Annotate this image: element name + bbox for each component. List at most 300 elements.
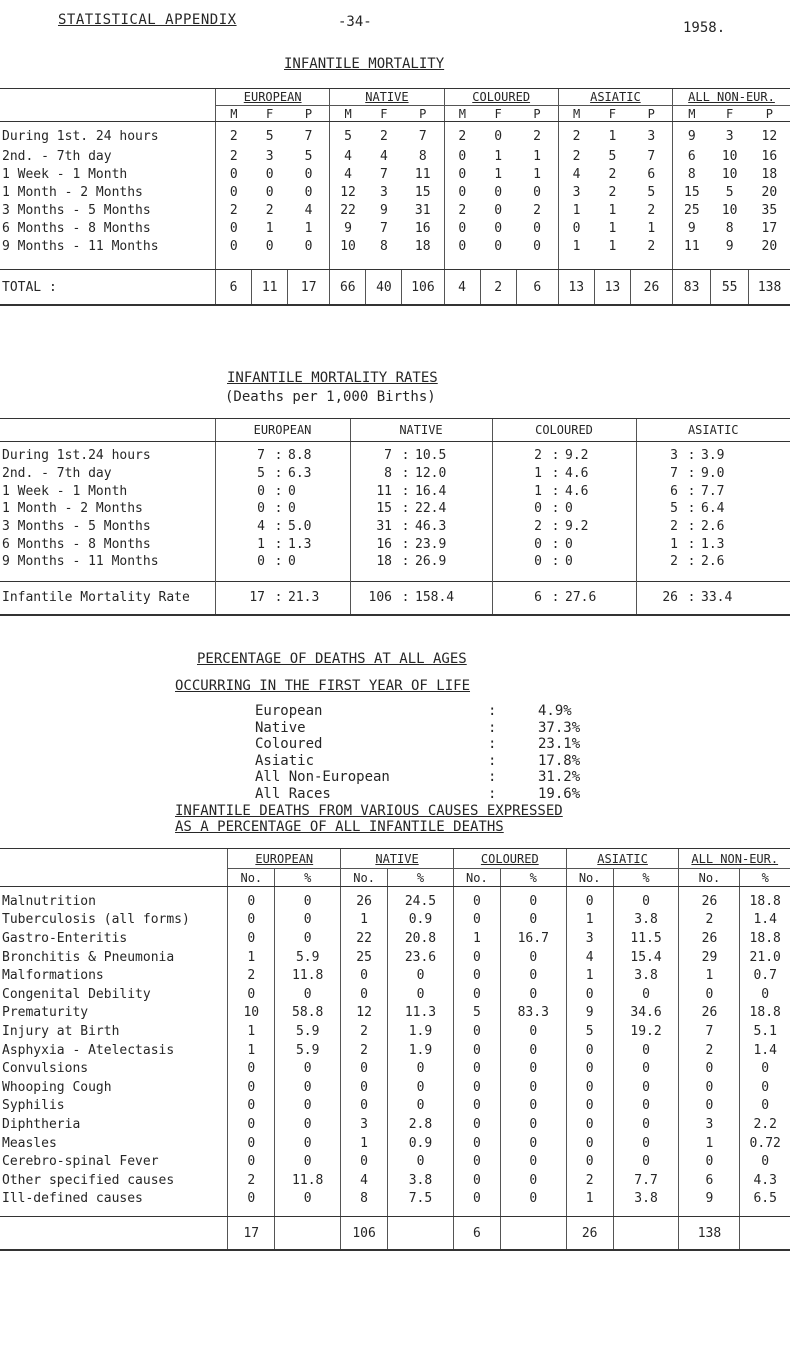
count-cell: 2 <box>558 122 594 148</box>
count-cell: 15 <box>673 183 711 201</box>
rates-age-row <box>0 442 790 465</box>
rates-group-header-row <box>0 419 790 442</box>
count-cell: 0 <box>444 219 480 237</box>
separator: : <box>274 448 283 464</box>
count-cell: 4 <box>379 148 388 164</box>
cause-percent-cell: 1.4 <box>740 1041 790 1060</box>
count-cell: 0 <box>494 238 503 254</box>
count-cell: 4 <box>304 202 313 218</box>
rate-cell: 3.9 <box>701 448 725 464</box>
causes-sub-header: No. <box>453 869 500 887</box>
cause-count-cell: 3 <box>566 929 613 948</box>
cause-count-cell: 0 <box>453 948 500 967</box>
death-count-cell: 6 <box>492 581 546 615</box>
count-cell: 0 <box>444 165 480 183</box>
page-number: -34- <box>338 14 372 30</box>
separator: : <box>488 736 497 752</box>
cause-percent-cell: 1.9 <box>388 1041 454 1060</box>
percentage-item <box>255 736 580 753</box>
rate-cell: 8.8 <box>288 448 312 464</box>
cause-count-cell: 0 <box>228 1115 275 1134</box>
group-name: EUROPEAN <box>255 851 314 866</box>
count-cell: 4 <box>330 165 366 183</box>
cause-percent-cell: 0 <box>275 911 341 930</box>
count-cell: 1 <box>608 202 617 218</box>
causes-total-cell: 106 <box>341 1217 388 1251</box>
group-name: ALL NON-EUR. <box>688 90 775 104</box>
cause-count-cell: 0 <box>228 985 275 1004</box>
separator: : <box>274 519 283 535</box>
cause-count-cell: 26 <box>679 929 740 948</box>
count-cell: 20 <box>761 184 778 200</box>
death-count-cell: 0 <box>492 553 546 571</box>
sex-header: F <box>711 106 749 122</box>
death-count-cell: 8 <box>350 465 396 483</box>
cause-count-cell: 0 <box>341 985 388 1004</box>
cause-percent-cell: 0 <box>388 1152 454 1171</box>
cause-percent-cell: 5.9 <box>275 948 341 967</box>
death-count-cell: 5 <box>215 465 269 483</box>
causes-sub-header: % <box>500 869 566 887</box>
cause-percent-cell: 5.9 <box>275 1022 341 1041</box>
cause-percent-cell: 0 <box>275 1115 341 1134</box>
cause-percent-cell: 0 <box>500 985 566 1004</box>
count-cell: 10 <box>721 202 738 218</box>
count-cell: 1 <box>494 148 503 164</box>
separator: : <box>551 483 560 499</box>
spacer-cell <box>682 571 701 582</box>
cause-percent-cell: 23.6 <box>388 948 454 967</box>
cause-label: Congenital Debility <box>2 986 151 1002</box>
death-count-cell: 0 <box>215 500 269 518</box>
cause-count-cell: 2 <box>679 911 740 930</box>
causes-sub-header: % <box>613 869 679 887</box>
cause-percent-cell: 0 <box>740 985 790 1004</box>
empty-cell <box>613 1217 679 1251</box>
total-cell: 83 <box>673 270 711 306</box>
percentage-item <box>255 720 580 737</box>
count-cell: 5 <box>304 148 313 164</box>
death-count-cell: 0 <box>492 535 546 553</box>
percentage-value: 4.9% <box>538 703 572 719</box>
count-cell: 4 <box>558 165 594 183</box>
count-cell: 2 <box>558 147 594 165</box>
race-label: All Races <box>255 785 331 802</box>
cause-count-cell: 0 <box>228 1097 275 1116</box>
cause-count-cell: 0 <box>228 1059 275 1078</box>
rates-age-label: 1 Week - 1 Month <box>2 483 128 499</box>
cause-count-cell: 9 <box>566 1004 613 1023</box>
sex-header: F <box>594 106 630 122</box>
percentage-deaths-list <box>255 703 580 802</box>
total-row <box>0 270 790 306</box>
rate-cell: 6.3 <box>288 466 312 482</box>
causes-sub-header: % <box>740 869 790 887</box>
count-cell: 6 <box>647 166 656 182</box>
sex-header: P <box>402 106 444 122</box>
count-cell: 8 <box>673 165 711 183</box>
count-cell: 0 <box>533 184 541 200</box>
race-label: All Non-European <box>255 769 390 785</box>
rates-total-label: Infantile Mortality Rate <box>0 581 215 615</box>
total-cell: 6 <box>216 270 252 306</box>
percentage-value: 23.1% <box>538 736 581 752</box>
separator: : <box>269 581 288 615</box>
separator: : <box>687 519 696 535</box>
separator: : <box>274 466 283 482</box>
rate-cell: 9.2 <box>565 448 589 464</box>
cause-count-cell: 10 <box>228 1004 275 1023</box>
cause-count-cell: 0 <box>228 929 275 948</box>
separator: : <box>401 536 410 552</box>
spacer-cell <box>288 571 350 582</box>
cause-percent-cell: 0 <box>500 1041 566 1060</box>
count-cell: 2 <box>533 202 541 218</box>
death-count-cell: 5 <box>636 500 682 518</box>
death-count-cell: 6 <box>636 482 682 500</box>
rate-cell: 10.5 <box>415 448 447 464</box>
cause-count-cell: 2 <box>341 1022 388 1041</box>
rate-cell: 2.6 <box>701 519 725 535</box>
count-cell: 8 <box>418 148 427 164</box>
rate-cell: 4.6 <box>565 483 589 499</box>
causes-group-header <box>566 849 679 869</box>
cause-percent-cell: 0 <box>740 1078 790 1097</box>
cause-count-cell: 0 <box>341 1097 388 1116</box>
cause-percent-cell: 0 <box>275 929 341 948</box>
total-cell: 13 <box>594 270 630 306</box>
cause-percent-cell: 0 <box>613 1134 679 1153</box>
total-cell: 26 <box>630 270 672 306</box>
group-header <box>330 89 444 106</box>
count-cell: 5 <box>608 148 617 164</box>
cause-count-cell: 26 <box>679 887 740 911</box>
spacer-cell <box>740 1208 790 1217</box>
cause-percent-cell: 0 <box>740 1097 790 1116</box>
count-cell: 1 <box>608 220 617 236</box>
causes-group-header <box>341 849 454 869</box>
count-cell: 4 <box>330 147 366 165</box>
death-count-cell: 26 <box>636 581 682 615</box>
cause-percent-cell: 0 <box>388 1097 454 1116</box>
rate-cell: 33.4 <box>701 581 790 615</box>
cause-count-cell: 0 <box>453 1171 500 1190</box>
cause-percent-cell: 0 <box>275 1190 341 1209</box>
cause-percent-cell: 0 <box>500 1171 566 1190</box>
causes-total-label <box>0 1217 228 1251</box>
causes-sub-header: No. <box>228 869 275 887</box>
cause-label: Tuberculosis (all forms) <box>2 912 190 928</box>
cause-count-cell: 6 <box>679 1171 740 1190</box>
rates-group-header: EUROPEAN <box>215 419 350 442</box>
causes-total-row <box>0 1217 790 1251</box>
cause-count-cell: 0 <box>679 985 740 1004</box>
cause-count-cell: 2 <box>566 1171 613 1190</box>
total-cell: 138 <box>749 270 790 306</box>
cause-percent-cell: 3.8 <box>613 1190 679 1209</box>
death-count-cell: 1 <box>215 535 269 553</box>
death-count-cell: 1 <box>636 535 682 553</box>
count-cell: 1 <box>558 201 594 219</box>
corner-cell <box>0 849 228 869</box>
count-cell: 1 <box>608 238 617 254</box>
separator: : <box>274 483 283 499</box>
sex-header: M <box>216 106 252 122</box>
percentage-item <box>255 769 580 786</box>
count-cell: 0 <box>533 220 541 236</box>
count-cell: 0 <box>444 237 480 255</box>
cause-count-cell: 0 <box>453 887 500 911</box>
count-cell: 1 <box>608 129 617 144</box>
corner-cell <box>0 89 216 106</box>
cause-percent-cell: 3.8 <box>613 966 679 985</box>
causes-group-header <box>453 849 566 869</box>
count-cell: 12 <box>330 183 366 201</box>
age-row <box>0 165 790 183</box>
count-cell: 9 <box>725 238 734 254</box>
separator: : <box>687 536 696 552</box>
count-cell: 1 <box>304 220 313 236</box>
sex-header: M <box>558 106 594 122</box>
death-count-cell: 2 <box>492 442 546 465</box>
causes-sub-header: % <box>388 869 454 887</box>
spacer-cell <box>216 255 252 270</box>
cause-percent-cell: 0 <box>275 1152 341 1171</box>
death-count-cell: 11 <box>350 482 396 500</box>
count-cell: 2 <box>265 202 274 218</box>
count-cell: 2 <box>533 129 541 144</box>
sex-header: M <box>330 106 366 122</box>
cause-percent-cell: 7.7 <box>613 1171 679 1190</box>
count-cell: 3 <box>647 129 656 144</box>
causes-sub-header: No. <box>566 869 613 887</box>
total-cell: 17 <box>288 270 330 306</box>
cause-count-cell: 1 <box>679 966 740 985</box>
cause-percent-cell: 0 <box>613 1041 679 1060</box>
count-cell: 1 <box>533 148 541 164</box>
separator: : <box>687 501 696 517</box>
cause-percent-cell: 0.9 <box>388 1134 454 1153</box>
separator: : <box>687 448 696 464</box>
cause-count-cell: 0 <box>679 1097 740 1116</box>
cause-percent-cell: 15.4 <box>613 948 679 967</box>
count-cell: 0 <box>494 202 503 218</box>
cause-count-cell: 7 <box>679 1022 740 1041</box>
group-name: ASIATIC <box>590 90 641 104</box>
cause-count-cell: 1 <box>341 1134 388 1153</box>
age-label: 9 Months - 11 Months <box>2 238 159 254</box>
cause-label: Measles <box>2 1135 57 1151</box>
percentage-value: 19.6% <box>538 785 581 802</box>
cause-count-cell: 0 <box>566 1059 613 1078</box>
cause-percent-cell: 0 <box>613 1115 679 1134</box>
cause-percent-cell: 11.8 <box>275 966 341 985</box>
cause-percent-cell: 18.8 <box>740 1004 790 1023</box>
cause-row <box>0 911 790 930</box>
causes-total-cell: 17 <box>228 1217 275 1251</box>
cause-percent-cell: 0 <box>500 966 566 985</box>
appendix-title: STATISTICAL APPENDIX <box>58 12 237 28</box>
count-cell: 5 <box>647 184 656 200</box>
age-label: 3 Months - 5 Months <box>2 202 151 218</box>
cause-percent-cell: 0 <box>613 1059 679 1078</box>
count-cell: 0 <box>533 238 541 254</box>
cause-percent-cell: 21.0 <box>740 948 790 967</box>
mortality-rates-table <box>0 418 790 616</box>
count-cell: 1 <box>558 237 594 255</box>
cause-count-cell: 0 <box>566 1078 613 1097</box>
group-name: EUROPEAN <box>243 90 302 104</box>
rates-age-label: 2nd. - 7th day <box>2 466 112 482</box>
sex-header: P <box>288 106 330 122</box>
rate-cell: 22.4 <box>415 501 447 517</box>
empty-cell <box>388 1217 454 1251</box>
rate-cell: 1.3 <box>288 536 312 552</box>
death-count-cell: 2 <box>636 553 682 571</box>
count-cell: 2 <box>216 201 252 219</box>
cause-label: Malnutrition <box>2 893 96 909</box>
cause-label: Diphtheria <box>2 1116 81 1132</box>
group-name: ALL NON-EUR. <box>691 851 779 866</box>
percentage-item <box>255 703 580 720</box>
spacer-cell <box>453 1208 500 1217</box>
cause-percent-cell: 4.3 <box>740 1171 790 1190</box>
count-cell: 0 <box>265 166 274 182</box>
percentage-value: 31.2% <box>538 769 581 785</box>
cause-count-cell: 0 <box>453 1041 500 1060</box>
rates-group-header: ASIATIC <box>636 419 790 442</box>
age-label: 1 Week - 1 Month <box>2 166 128 182</box>
spacer-cell <box>0 255 216 270</box>
total-cell: 40 <box>366 270 402 306</box>
cause-percent-cell: 11.8 <box>275 1171 341 1190</box>
causes-total-cell: 138 <box>679 1217 740 1251</box>
cause-count-cell: 0 <box>453 911 500 930</box>
rates-age-label: 3 Months - 5 Months <box>2 519 151 535</box>
count-cell: 22 <box>330 201 366 219</box>
count-cell: 0 <box>265 184 274 200</box>
rates-age-row <box>0 465 790 483</box>
corner-cell <box>0 419 215 442</box>
group-name: ASIATIC <box>597 851 648 866</box>
rate-cell: 0 <box>288 501 296 517</box>
spacer-cell <box>288 255 330 270</box>
cause-percent-cell: 0 <box>500 1190 566 1209</box>
cause-count-cell: 1 <box>341 911 388 930</box>
cause-count-cell: 0 <box>341 1059 388 1078</box>
cause-percent-cell: 0 <box>500 1097 566 1116</box>
cause-count-cell: 2 <box>228 1171 275 1190</box>
percentage-deaths-title-1: PERCENTAGE OF DEATHS AT ALL AGES <box>197 651 467 667</box>
cause-percent-cell: 0 <box>740 1152 790 1171</box>
cause-percent-cell: 0 <box>500 1022 566 1041</box>
percentage-deaths-title-2: OCCURRING IN THE FIRST YEAR OF LIFE <box>175 678 471 694</box>
cause-count-cell: 3 <box>679 1115 740 1134</box>
group-name: COLOURED <box>472 90 531 104</box>
cause-percent-cell: 0 <box>388 966 454 985</box>
total-cell: 11 <box>252 270 288 306</box>
causes-total-cell: 26 <box>566 1217 613 1251</box>
rate-cell: 4.6 <box>565 466 589 482</box>
age-row <box>0 201 790 219</box>
cause-percent-cell: 24.5 <box>388 887 454 911</box>
death-count-cell: 7 <box>215 442 269 465</box>
cause-percent-cell: 1.4 <box>740 911 790 930</box>
cause-count-cell: 5 <box>566 1022 613 1041</box>
cause-count-cell: 0 <box>566 1115 613 1134</box>
count-cell: 0 <box>304 166 313 182</box>
count-cell: 17 <box>761 220 778 236</box>
cause-count-cell: 1 <box>228 1041 275 1060</box>
count-cell: 2 <box>647 238 656 254</box>
separator: : <box>274 536 283 552</box>
spacer-cell <box>679 1208 740 1217</box>
cause-count-cell: 2 <box>341 1041 388 1060</box>
sex-header: F <box>252 106 288 122</box>
percentage-item <box>255 753 580 770</box>
causes-group-header <box>679 849 790 869</box>
cause-count-cell: 1 <box>566 966 613 985</box>
cause-count-cell: 3 <box>341 1115 388 1134</box>
cause-count-cell: 0 <box>453 1022 500 1041</box>
age-label: 6 Months - 8 Months <box>2 220 151 236</box>
spacer-cell <box>341 1208 388 1217</box>
cause-percent-cell: 0 <box>500 887 566 911</box>
cause-count-cell: 0 <box>566 1041 613 1060</box>
cause-row <box>0 985 790 1004</box>
separator: : <box>401 519 410 535</box>
cause-percent-cell: 5.1 <box>740 1022 790 1041</box>
count-cell: 2 <box>216 147 252 165</box>
death-count-cell: 16 <box>350 535 396 553</box>
cause-percent-cell: 0 <box>388 1059 454 1078</box>
race-label: Coloured <box>255 736 323 752</box>
separator: : <box>488 703 497 719</box>
cause-row <box>0 948 790 967</box>
cause-label: Whooping Cough <box>2 1079 112 1095</box>
spacer-cell <box>673 255 711 270</box>
rate-cell: 6.4 <box>701 501 725 517</box>
cause-count-cell: 0 <box>228 887 275 911</box>
spacer-cell <box>500 1208 566 1217</box>
cause-percent-cell: 0 <box>275 985 341 1004</box>
causes-sub-header: No. <box>679 869 740 887</box>
causes-title-2: AS A PERCENTAGE OF ALL INFANTILE DEATHS <box>175 819 504 835</box>
cause-percent-cell: 0 <box>740 1059 790 1078</box>
rates-group-header: COLOURED <box>492 419 636 442</box>
causes-sub-header: % <box>275 869 341 887</box>
spacer-cell <box>415 571 492 582</box>
cause-percent-cell: 0 <box>613 1152 679 1171</box>
count-cell: 0 <box>304 184 313 200</box>
causes-total-cell: 6 <box>453 1217 500 1251</box>
spacer-cell <box>269 571 288 582</box>
separator: : <box>401 483 410 499</box>
separator: : <box>488 785 497 802</box>
count-cell: 11 <box>414 166 431 182</box>
separator: : <box>401 448 410 464</box>
sex-header: F <box>480 106 516 122</box>
corner-cell <box>0 869 228 887</box>
sex-header: P <box>630 106 672 122</box>
rate-cell: 0 <box>565 501 573 517</box>
count-cell: 8 <box>725 220 734 236</box>
age-label: 2nd. - 7th day <box>2 148 112 164</box>
cause-percent-cell: 18.8 <box>740 887 790 911</box>
cause-percent-cell: 0 <box>500 1078 566 1097</box>
count-cell: 15 <box>414 184 431 200</box>
rates-group-header: NATIVE <box>350 419 492 442</box>
